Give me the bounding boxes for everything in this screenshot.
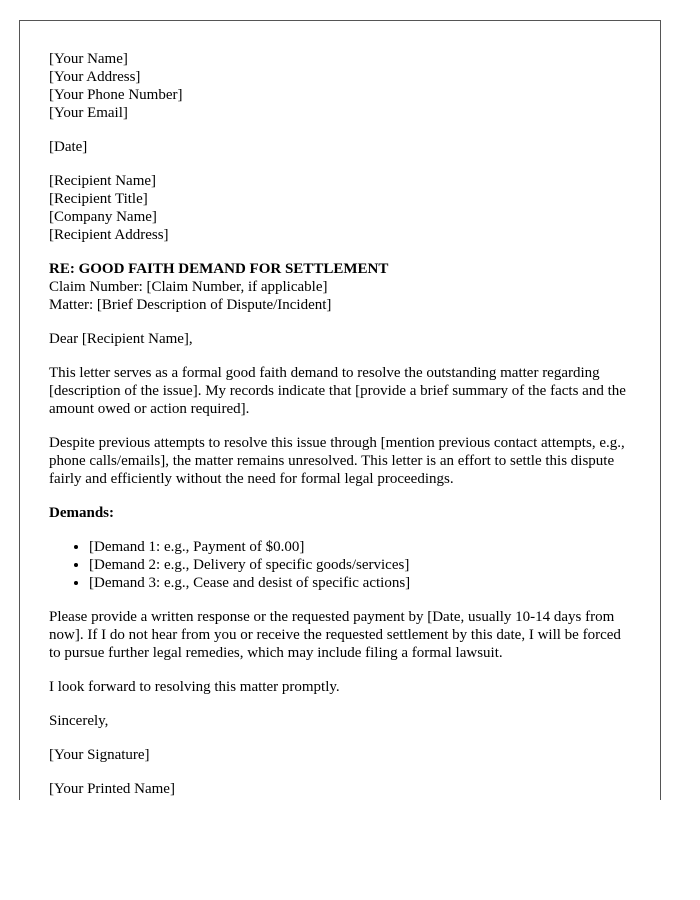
list-item: • [Demand 2: e.g., Delivery of specific goods/services] bbox=[89, 556, 631, 574]
date-block bbox=[49, 138, 631, 156]
recipient-block bbox=[49, 172, 631, 244]
signature-placeholder: [Your Signature] bbox=[49, 747, 150, 763]
demands-list bbox=[49, 538, 631, 592]
sender-email: [Your Email] bbox=[49, 105, 128, 121]
attempts-paragraph: Despite previous attempts to resolve this issue through [mention previous contact attempts, e.g., phone calls/emails], the matter remains unresolved. This letter is an effort to settle this dispute fairly and efficiently without the need for formal legal proceedings. bbox=[49, 435, 625, 487]
intro-paragraph: This letter serves as a formal good faith demand to resolve the outstanding matter regarding [description of the issue]. My records indicate that [provide a brief summary of the facts and the amount owed or action required]. bbox=[49, 365, 626, 417]
subject-heading: RE: GOOD FAITH DEMAND FOR SETTLEMENT bbox=[49, 261, 389, 277]
sender-name: [Your Name] bbox=[49, 51, 128, 67]
recipient-title: [Recipient Title] bbox=[49, 191, 148, 207]
sincerely: Sincerely, bbox=[49, 713, 109, 729]
claim-number: Claim Number: [Claim Number, if applicable] bbox=[49, 279, 328, 295]
matter-description: Matter: [Brief Description of Dispute/Incident] bbox=[49, 297, 332, 313]
sender-phone: [Your Phone Number] bbox=[49, 87, 183, 103]
recipient-address: [Recipient Address] bbox=[49, 227, 169, 243]
sender-address: [Your Address] bbox=[49, 69, 141, 85]
recipient-name: [Recipient Name] bbox=[49, 173, 157, 189]
closing-paragraph: I look forward to resolving this matter promptly. bbox=[49, 679, 340, 695]
letter-page bbox=[19, 20, 661, 800]
list-item: • [Demand 1: e.g., Payment of $0.00] bbox=[89, 538, 631, 556]
printed-name: [Your Printed Name] bbox=[49, 781, 175, 797]
response-paragraph: Please provide a written response or the requested payment by [Date, usually 10-14 days from now]. If I do not hear from you or receive the requested settlement by this date, I will be forced to pursue further legal remedies, which may include filing a formal lawsuit. bbox=[49, 609, 621, 661]
recipient-company: [Company Name] bbox=[49, 209, 157, 225]
demands-heading: Demands: bbox=[49, 505, 115, 521]
subject-block bbox=[49, 260, 631, 314]
salutation: Dear [Recipient Name], bbox=[49, 331, 193, 347]
list-item: • [Demand 3: e.g., Cease and desist of specific actions] bbox=[89, 574, 631, 592]
sender-block bbox=[49, 50, 631, 122]
letter-date: [Date] bbox=[49, 139, 88, 155]
